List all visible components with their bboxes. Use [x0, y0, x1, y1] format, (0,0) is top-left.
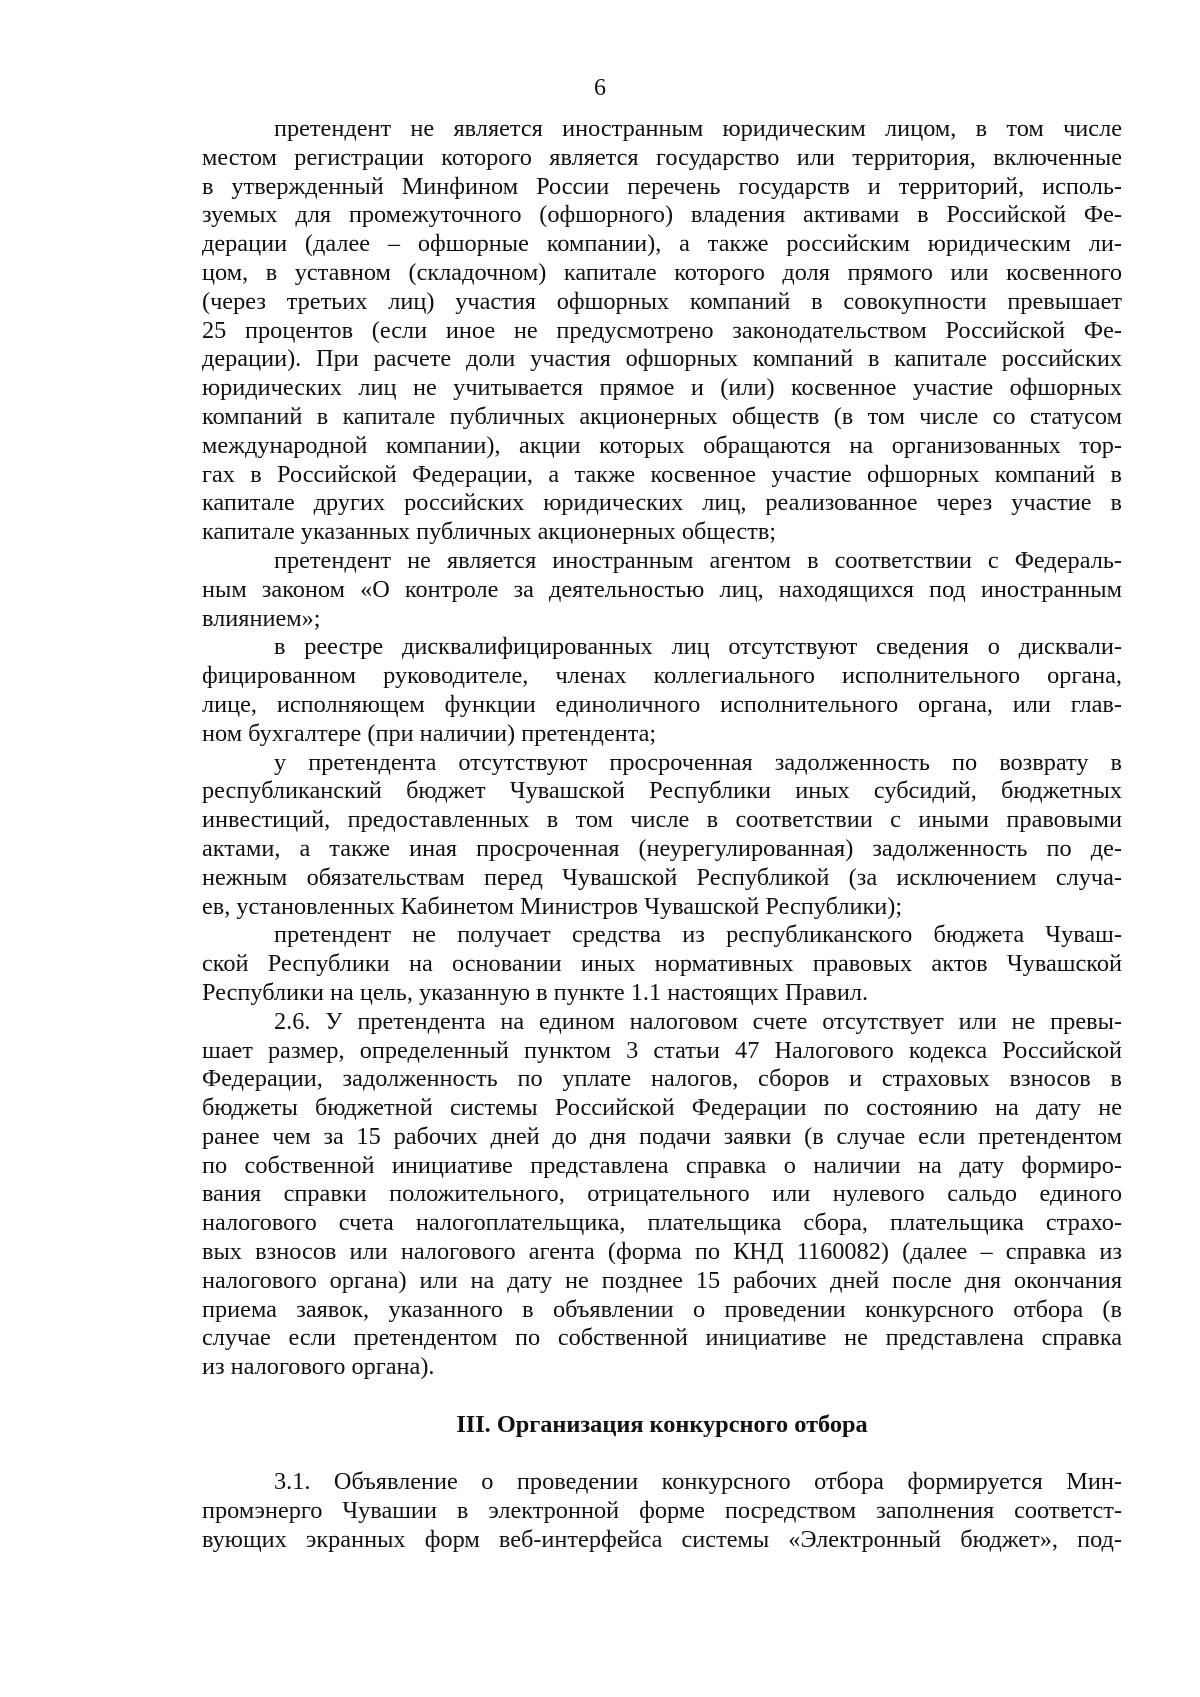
paragraph-line: влиянием»;	[202, 604, 321, 632]
page-number: 6	[594, 75, 606, 101]
paragraph-line: случае если претендентом по собственной инициативе не представлена справка	[202, 1324, 1122, 1352]
paragraph	[202, 115, 1122, 547]
paragraph	[202, 633, 1122, 748]
paragraph-line: налогового счета налогоплательщика, плательщика сбора, плательщика страхо-	[202, 1209, 1122, 1237]
paragraph-line: инвестиций, предоставленных в том числе в соответствии с иными правовыми	[202, 806, 1122, 834]
paragraph-line: промэнерго Чувашии в электронной форме посредством заполнения соответст-	[202, 1497, 1122, 1525]
paragraph	[202, 547, 1122, 633]
paragraph-line: 25 процентов (если иное не предусмотрено законодательством Российской Фе-	[202, 316, 1122, 344]
paragraph-line: ном бухгалтере (при наличии) претендента;	[202, 719, 657, 747]
paragraph-line: ным законом «О контроле за деятельностью лиц, находящихся под иностранным	[202, 575, 1122, 603]
section-heading: III. Организация конкурсного отбора	[456, 1410, 868, 1438]
paragraph-line: фицированном руководителе, членах коллегиального исполнительного органа,	[202, 662, 1122, 690]
paragraph	[202, 921, 1122, 1007]
paragraph-line: 3.1. Объявление о проведении конкурсного отбора формируется Мин-	[274, 1468, 1122, 1496]
paragraph	[202, 749, 1122, 922]
paragraph	[202, 1008, 1122, 1382]
paragraph-line: зуемых для промежуточного (офшорного) владения активами в Российской Фе-	[202, 201, 1122, 229]
paragraph-line: из налогового органа).	[202, 1353, 435, 1381]
paragraph-line: юридических лиц не учитывается прямое и (или) косвенное участие офшорных	[202, 374, 1122, 402]
spacer	[202, 1440, 1122, 1469]
paragraph-line: налогового органа) или на дату не позднее 15 рабочих дней после дня окончания	[202, 1266, 1122, 1294]
paragraph-line: вых взносов или налогового агента (форма по КНД 1160082) (далее – справка из	[202, 1238, 1122, 1266]
paragraph-line: местом регистрации которого является государство или территория, включенные	[202, 143, 1122, 171]
paragraph-line: лице, исполняющем функции единоличного исполнительного органа, или глав-	[202, 690, 1122, 718]
document-body	[202, 115, 1122, 1555]
paragraph-line: республиканский бюджет Чувашской Республики иных субсидий, бюджетных	[202, 777, 1122, 805]
paragraph-line: претендент не является иностранным агентом в соответствии с Федераль-	[274, 546, 1122, 574]
paragraph-line: Республики на цель, указанную в пункте 1.1 настоящих Правил.	[202, 978, 869, 1006]
paragraph-line: претендент не получает средства из республиканского бюджета Чуваш-	[274, 921, 1122, 949]
paragraph-line: приема заявок, указанного в объявлении о проведении конкурсного отбора (в	[202, 1295, 1122, 1323]
paragraph-line: актами, а также иная просроченная (неурегулированная) задолженность по де-	[202, 834, 1122, 862]
paragraph-line: по собственной инициативе представлена справка о наличии на дату формиро-	[202, 1151, 1122, 1179]
paragraph-line: капитале других российских юридических лиц, реализованное через участие в	[202, 489, 1122, 517]
paragraph-line: ев, установленных Кабинетом Министров Чувашской Республики);	[202, 892, 903, 920]
paragraph-line: в утвержденный Минфином России перечень государств и территорий, исполь-	[202, 172, 1122, 200]
paragraph-line: капитале указанных публичных акционерных обществ;	[202, 518, 777, 546]
paragraph-line: вующих экранных форм веб-интерфейса системы «Электронный бюджет», под-	[202, 1526, 1122, 1554]
paragraph-line: у претендента отсутствуют просроченная задолженность по возврату в	[274, 748, 1122, 776]
paragraph-line: Федерации, задолженность по уплате налогов, сборов и страховых взносов в	[202, 1065, 1122, 1093]
paragraph	[202, 1468, 1122, 1554]
paragraph-line: дерации (далее – офшорные компании), а также российским юридическим ли-	[202, 230, 1122, 258]
paragraph-line: 2.6. У претендента на едином налоговом счете отсутствует или не превы-	[274, 1007, 1122, 1035]
paragraph-line: цом, в уставном (складочном) капитале которого доля прямого или косвенного	[202, 258, 1122, 286]
paragraph-line: вания справки положительного, отрицательного или нулевого сальдо единого	[202, 1180, 1122, 1208]
paragraph-line: международной компании), акции которых обращаются на организованных тор-	[202, 431, 1122, 459]
spacer	[202, 1382, 1122, 1411]
paragraph-line: дерации). При расчете доли участия офшорных компаний в капитале российских	[202, 345, 1122, 373]
paragraph-line: бюджеты бюджетной системы Российской Федерации по состоянию на дату не	[202, 1094, 1122, 1122]
paragraph-line: претендент не является иностранным юридическим лицом, в том числе	[274, 115, 1122, 142]
paragraph-line: ранее чем за 15 рабочих дней до дня подачи заявки (в случае если претендентом	[202, 1122, 1122, 1150]
paragraph-line: гах в Российской Федерации, а также косвенное участие офшорных компаний в	[202, 460, 1122, 488]
paragraph-line: в реестре дисквалифицированных лиц отсутствуют сведения о дисквали-	[274, 633, 1122, 661]
paragraph-line: нежным обязательствам перед Чувашской Республикой (за исключением случа-	[202, 863, 1122, 891]
paragraph-line: шает размер, определенный пунктом 3 статьи 47 Налогового кодекса Российской	[202, 1036, 1122, 1064]
paragraph-line: ской Республики на основании иных нормативных правовых актов Чувашской	[202, 950, 1122, 978]
paragraph-line: компаний в капитале публичных акционерных обществ (в том числе со статусом	[202, 402, 1122, 430]
paragraph-line: (через третьих лиц) участия офшорных компаний в совокупности превышает	[202, 287, 1122, 315]
